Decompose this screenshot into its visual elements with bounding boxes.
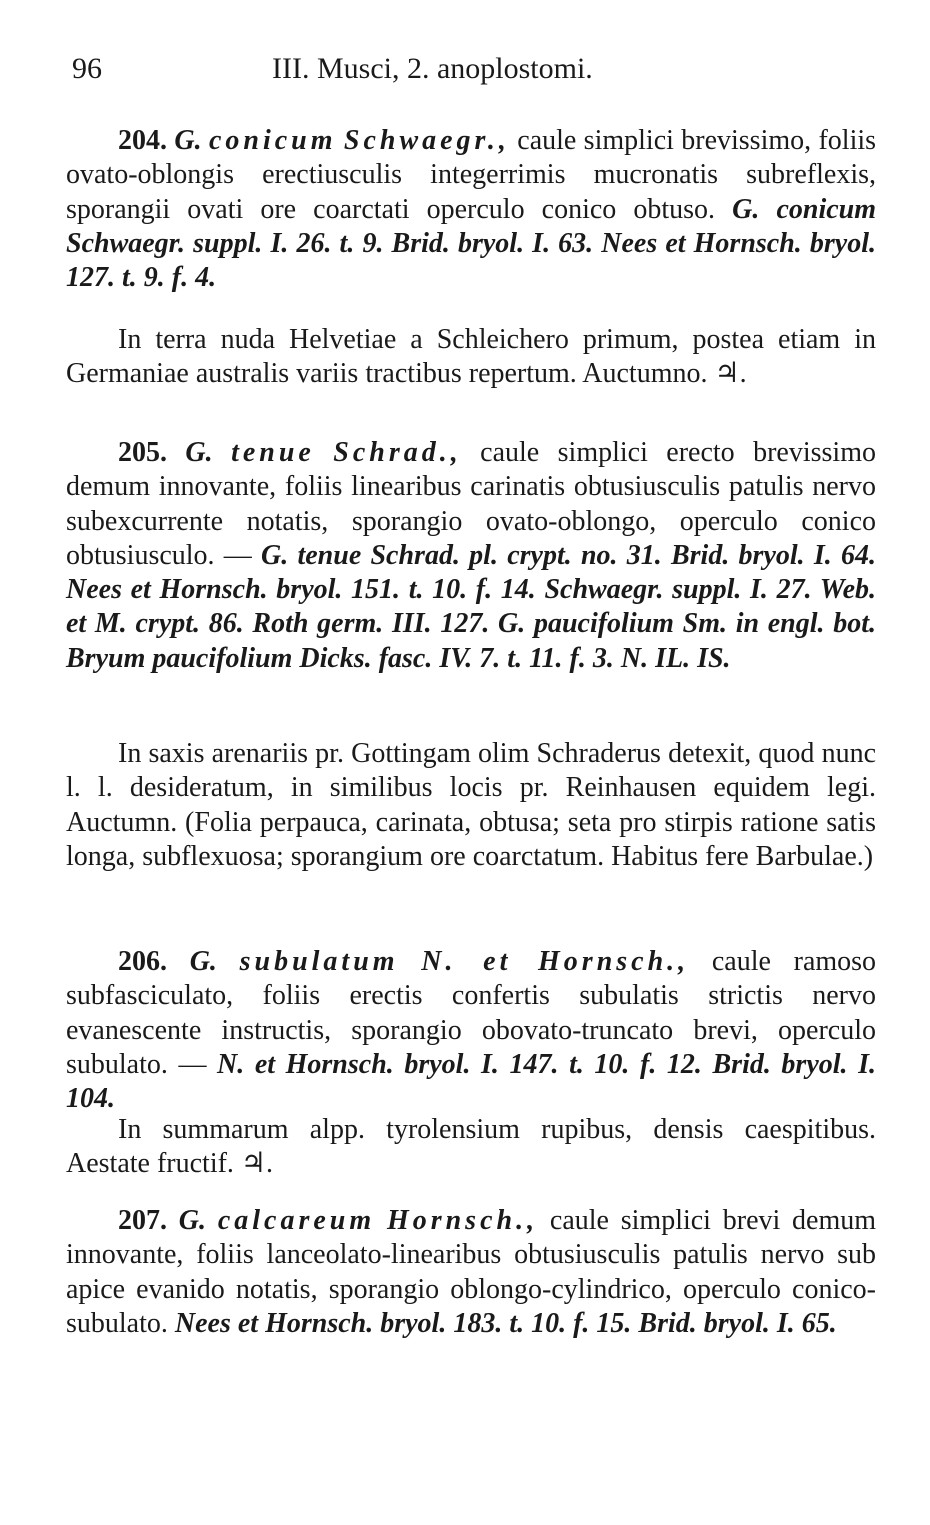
species-entry-204: [66, 124, 876, 295]
genus-abbrev: G.: [174, 125, 202, 156]
genus-abbrev: G.: [185, 437, 213, 468]
species-description: caule ramoso subfasciculato, foliis erectis confertis subulatis strictis nervo evanescente instructis, sporangio obovato-truncato brevi, operculo subulato. —: [66, 946, 877, 1080]
page-header: [72, 52, 872, 92]
species-description: caule simplici erecto brevissimo demum innovante, foliis linearibus carinatis obtusiusculis patulis nervo subexcurrente notatis, sporangio ovato-oblongo, operculo conico obtusiusculo. —: [66, 437, 876, 571]
species-entry-206: [66, 945, 876, 1116]
genus-abbrev: G.: [178, 1205, 207, 1236]
page-number: 96: [72, 52, 102, 85]
running-title: III. Musci, 2. anoplostomi.: [272, 52, 593, 85]
species-name: tenue: [231, 437, 315, 468]
species-references: N. et Hornsch. bryol. I. 147. t. 10. f. 12. Brid. bryol. I. 104.: [66, 1048, 876, 1115]
species-author: Schwaegr.,: [343, 125, 510, 156]
species-references: G. conicum Schwaegr. suppl. I. 26. t. 9. Brid. bryol. I. 63. Nees et Hornsch. bryol. 127. t. 9. f. 4.: [66, 193, 876, 294]
species-author: Hornsch.,: [386, 1205, 539, 1236]
entry-number: 207.: [118, 1205, 167, 1236]
entry-number: 205.: [118, 437, 167, 468]
habitat-text: In saxis arenariis pr. Gottingam olim Schraderus detexit, quod nunc l. l. desideratum, in similibus locis pr. Reinhausen equidem legi. Auctumn. (Folia perpauca, carinata, obtusa; seta pro stirpis ratione satis longa, subflexuosa; sporangium ore coarctatum. Habitus fere Barbulae.): [66, 738, 876, 872]
species-description: caule simplici brevi demum innovante, foliis lanceolato-linearibus obtusiusculis patulis nervo sub apice evanido notatis, sporangio oblongo-cylindrico, operculo conico-subulato.: [66, 1205, 877, 1339]
habitat-text: In summarum alpp. tyrolensium rupibus, densis caespitibus. Aestate fructif. ♃.: [66, 1114, 876, 1180]
species-name: conicum: [208, 125, 337, 156]
species-references: Nees et Hornsch. bryol. 183. t. 10. f. 15. Brid. bryol. I. 65.: [174, 1307, 837, 1339]
habitat-text: In terra nuda Helvetiae a Schleichero primum, postea etiam in Germaniae australis variis tractibus repertum. Auctumno. ♃.: [66, 324, 876, 390]
habitat-note-204: [66, 323, 876, 392]
species-entry-207: [66, 1204, 876, 1341]
entry-number: 204.: [118, 125, 167, 156]
species-name: calcareum: [217, 1205, 376, 1236]
entry-number: 206.: [118, 946, 167, 977]
species-name: subulatum: [239, 946, 399, 977]
species-references: G. tenue Schrad. pl. crypt. no. 31. Brid. bryol. I. 64. Nees et Hornsch. bryol. 151. t. 10. f. 14. Schwaegr. suppl. I. 27. Web. et M. crypt. 86. Roth germ. III. 127. G. paucifolium Sm. in engl. bot. Bryum paucifolium Dicks. fasc. IV. 7. t. 11. f. 3.: [66, 539, 877, 674]
habitat-note-206: [66, 1113, 876, 1182]
species-author: N. et Hornsch.,: [421, 946, 690, 977]
genus-abbrev: G.: [189, 946, 217, 977]
species-description: caule simplici brevissimo, foliis ovato-oblongis erectiusculis integerrimis mucronatis subreflexis, sporangii ovati ore coarctati operculo conico obtuso.: [66, 125, 877, 225]
handwritten-marks: N. IL. IS.: [620, 642, 731, 674]
species-author: Schrad.,: [333, 437, 462, 468]
habitat-note-205: [66, 737, 876, 874]
species-entry-205: [66, 436, 876, 676]
